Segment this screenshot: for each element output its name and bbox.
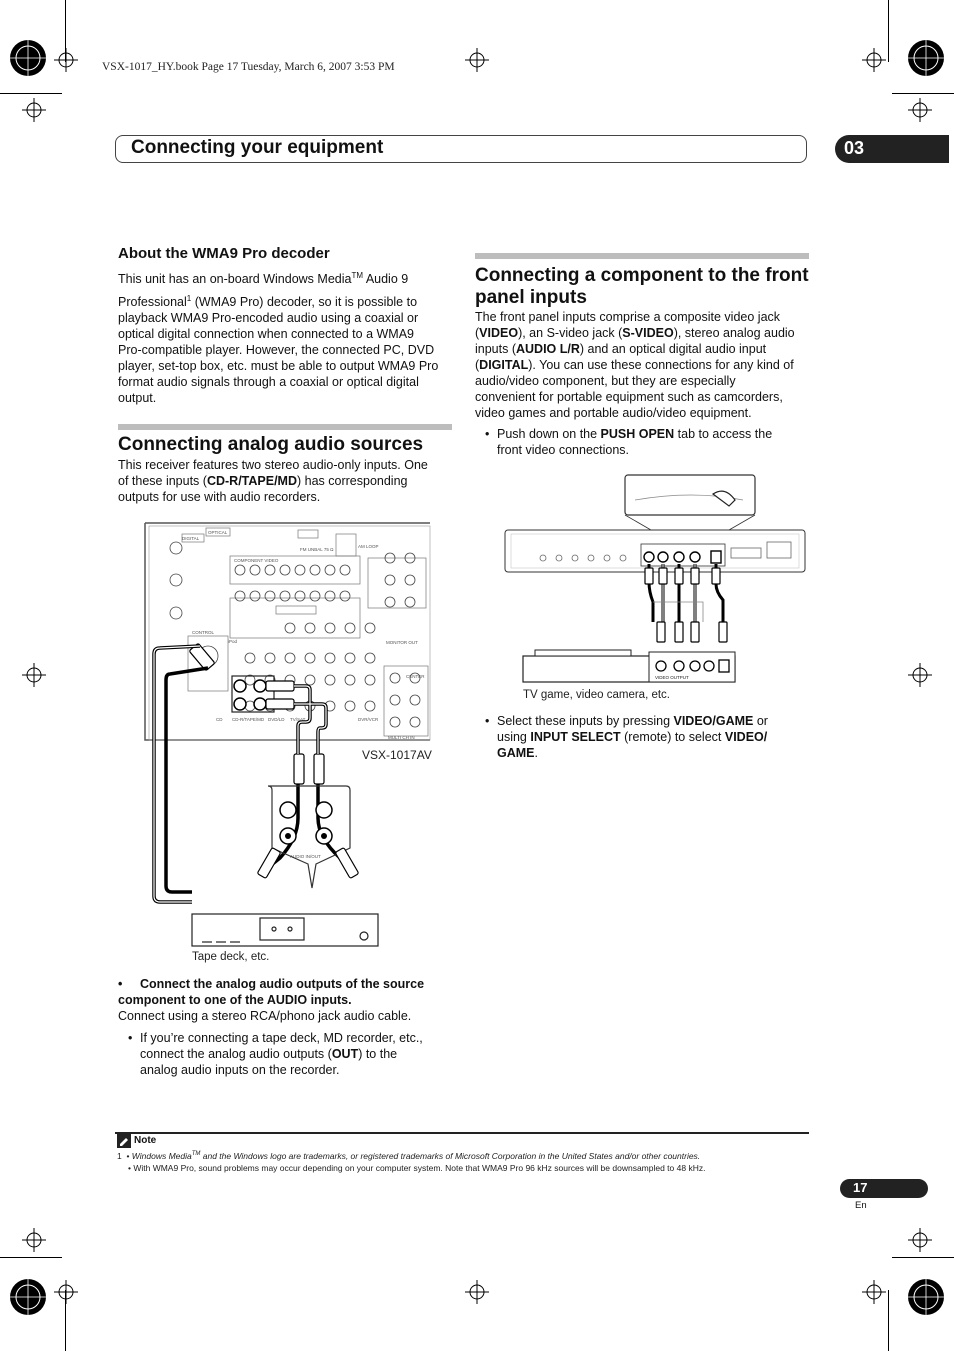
panel-label: DVD/LD xyxy=(268,717,285,722)
crosshair-icon xyxy=(862,48,886,72)
crosshair-icon xyxy=(54,48,78,72)
wma9-paragraph: This unit has an on-board Windows Media™ Audio 9 Professional$^1$ (WMA9 Pro) decoder, so it is possible to playback WMA9 Pro-encoded audio using a coaxial or optical digital connection when connected to a WMA9 Pro-compatible player. However, the connected PC, DVD player, set-top box, etc. must be able to output WMA9 Pro format audio signals through a coaxial or optical digital output. xyxy=(118,271,439,406)
panel-label: FM UNBAL 75 Ω xyxy=(300,547,334,552)
panel-label: CD xyxy=(216,717,223,722)
page-header-title: Connecting your equipment xyxy=(131,137,384,158)
section-rule xyxy=(475,253,809,259)
crop-mark xyxy=(0,1257,62,1258)
panel-label: iPod xyxy=(228,639,238,644)
crosshair-icon xyxy=(862,1280,886,1304)
panel-label: MONITOR OUT xyxy=(386,640,418,645)
front-panel-heading: Connecting a component to the front panel inputs xyxy=(475,265,809,308)
crosshair-icon xyxy=(908,663,932,687)
footnote-2: • With WMA9 Pro, sound problems may occur depending on your computer system. Note that WMA9 Pro 96 kHz sources will be downsampled to 48 kHz. xyxy=(128,1163,706,1173)
section-rule xyxy=(118,424,452,430)
crosshair-icon xyxy=(908,1228,932,1252)
tv-game-caption: TV game, video camera, etc. xyxy=(523,689,671,701)
registration-target-icon xyxy=(8,38,48,78)
panel-label: CD-R/TAPE/MD xyxy=(232,717,265,722)
panel-label: OPTICAL xyxy=(208,530,228,535)
registration-target-icon xyxy=(8,1277,48,1317)
page-number-tab xyxy=(840,1179,928,1198)
front-panel-diagram xyxy=(503,472,808,687)
registration-target-icon xyxy=(906,1277,946,1317)
page-number: 17 xyxy=(853,1180,868,1195)
push-open-bullet: • Push down on the PUSH OPEN tab to access the front video connections. xyxy=(485,427,773,457)
select-input-bullet: • Select these inputs by pressing VIDEO/GAME or using INPUT SELECT (remote) to select VIDEO/ GAME. xyxy=(485,714,768,760)
language-code: En xyxy=(855,1200,867,1211)
panel-label: COMPONENT VIDEO xyxy=(234,558,279,563)
panel-label: MULTI CH IN xyxy=(388,735,415,740)
tape-deck-caption: Tape deck, etc. xyxy=(192,951,270,963)
crosshair-icon xyxy=(54,1280,78,1304)
panel-label: DVR/VCR xyxy=(358,717,379,722)
analog-paragraph: This receiver features two stereo audio-only inputs. One of these inputs (CD-R/TAPE/MD) has corresponding outputs for use with audio recorders. xyxy=(118,458,428,504)
panel-label: DIGITAL xyxy=(182,536,200,541)
footnote-1: 1 • Windows Media™ and the Windows logo are trademarks, or registered trademarks of Microsoft Corporation in the United States and/or other countries. xyxy=(117,1151,701,1161)
crop-mark xyxy=(888,0,889,62)
note-icon xyxy=(117,1134,131,1148)
panel-label: CENTER xyxy=(406,674,425,679)
crosshair-icon xyxy=(465,48,489,72)
device-output-label: VIDEO OUTPUT xyxy=(655,675,689,680)
crop-mark xyxy=(892,1257,954,1258)
crop-mark xyxy=(892,93,954,94)
crop-mark xyxy=(0,93,62,94)
analog-sub-bullet: • If you’re connecting a tape deck, MD recorder, etc., connect the analog audio outputs (OUT) to the analog audio inputs on the recorder. xyxy=(128,1031,423,1077)
analog-heading: Connecting analog audio sources xyxy=(118,434,424,455)
analog-connection-diagram xyxy=(140,518,435,950)
crosshair-icon xyxy=(908,98,932,122)
analog-instruction: • Connect the analog audio outputs of the source component to one of the AUDIO inputs. Connect using a stereo RCA/phono jack audio cable. xyxy=(118,977,425,1023)
crop-mark xyxy=(888,1290,889,1351)
panel-label: AM LOOP xyxy=(358,544,379,549)
note-rule xyxy=(115,1132,809,1134)
panel-label: AUDIO IN/OUT xyxy=(290,854,321,859)
crosshair-icon xyxy=(465,1280,489,1304)
front-panel-paragraph: The front panel inputs comprise a composite video jack (VIDEO), an S-video jack (S-VIDEO), stereo analog audio inputs (AUDIO L/R) and an optical digital audio input (DIGITAL). You can use these connections for any kind of audio/video component, but they are especially convenient for portable equipment such as camcorders, video games and portable audio/video equipment. xyxy=(475,310,795,420)
wma9-heading: About the WMA9 Pro decoder xyxy=(118,245,330,262)
receiver-label: VSX-1017AV xyxy=(362,748,432,762)
panel-label: TV/SAT xyxy=(290,717,306,722)
crosshair-icon xyxy=(22,1228,46,1252)
file-header: VSX-1017_HY.book Page 17 Tuesday, March 6, 2007 3:53 PM xyxy=(102,61,395,73)
registration-target-icon xyxy=(906,38,946,78)
crosshair-icon xyxy=(22,663,46,687)
crosshair-icon xyxy=(22,98,46,122)
note-label: Note xyxy=(134,1135,157,1146)
panel-label: CONTROL xyxy=(192,630,215,635)
chapter-tab xyxy=(835,135,949,163)
chapter-number: 03 xyxy=(844,138,865,158)
